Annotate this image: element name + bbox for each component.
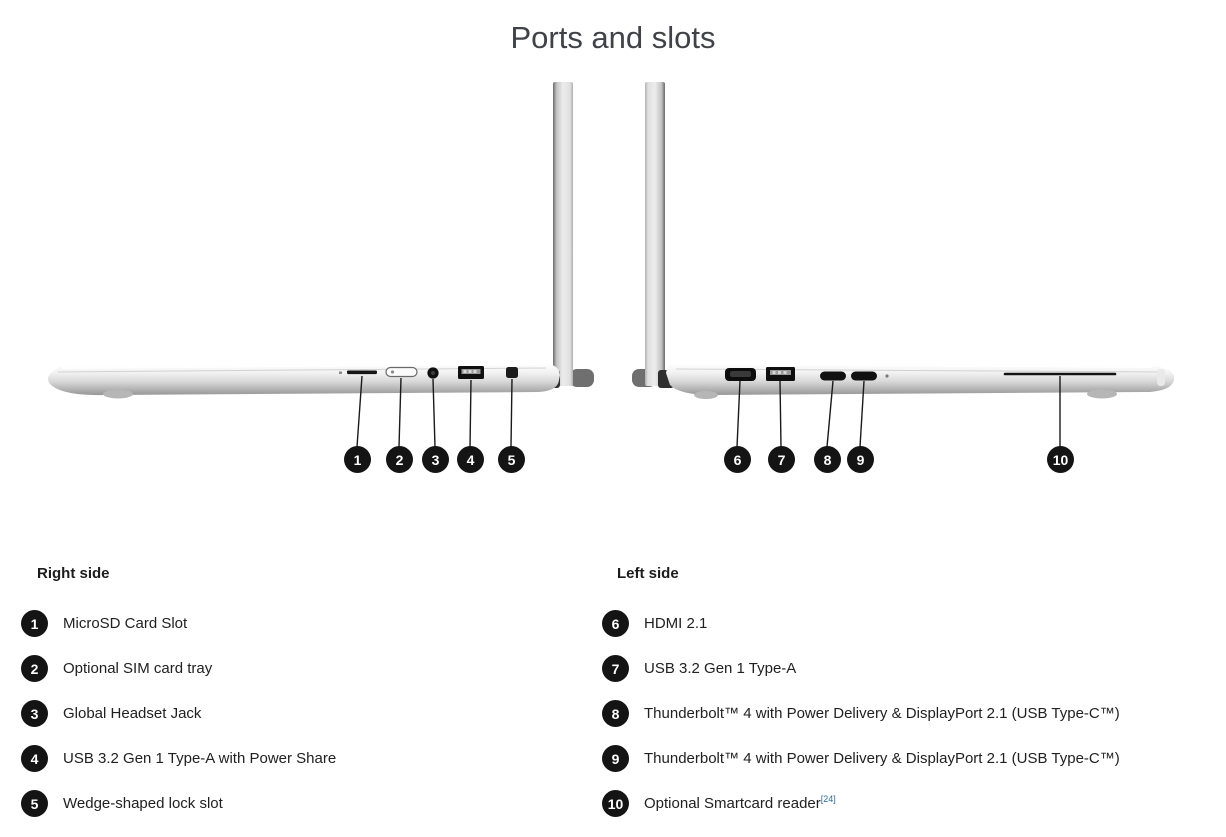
- legend-left-side: [602, 565, 1212, 835]
- ports-illustration: [0, 70, 1226, 490]
- callout-badge-5: 5: [498, 446, 525, 473]
- usb-c-port-2: [851, 372, 877, 381]
- legend-badge-2: 2: [21, 655, 48, 682]
- microsd-marker: [339, 372, 342, 375]
- usb-c-port-1: [820, 372, 846, 381]
- legend-item-microsd: [21, 610, 581, 637]
- legend-item-usb-a: [602, 655, 1212, 682]
- legend-item-thunderbolt-2: [602, 745, 1212, 772]
- legend-item-usb-a-powershare: [21, 745, 581, 772]
- legend-label-8: Thunderbolt™ 4 with Power Delivery & DisplayPort 2.1 (USB Type-C™): [644, 705, 1120, 722]
- legend-label-2: Optional SIM card tray: [63, 660, 213, 677]
- legend-label-1: MicroSD Card Slot: [63, 615, 188, 632]
- status-led: [885, 374, 888, 377]
- legend-rows-left-side: [602, 610, 1212, 817]
- legend-label-6: HDMI 2.1: [644, 615, 708, 632]
- rubber-foot: [1087, 390, 1117, 399]
- legend-badge-9: 9: [602, 745, 629, 772]
- microsd-slot-port: [347, 371, 377, 375]
- legend-label-9: Thunderbolt™ 4 with Power Delivery & DisplayPort 2.1 (USB Type-C™): [644, 750, 1120, 767]
- footnote-link-24[interactable]: [24]: [820, 794, 836, 804]
- legend-item-smartcard: [602, 790, 1212, 817]
- callout-badge-3: 3: [422, 446, 449, 473]
- sim-tray-port: [386, 368, 417, 377]
- legend-item-headset-jack: [21, 700, 581, 727]
- hinge-barrel: [570, 369, 594, 387]
- legend-item-thunderbolt-1: [602, 700, 1212, 727]
- legend-right-side: [21, 565, 581, 835]
- lock-slot-port: [506, 367, 518, 378]
- tip-highlight: [1157, 369, 1165, 386]
- legend-rows-right-side: [21, 610, 581, 817]
- legend-badge-5: 5: [21, 790, 48, 817]
- legend-header-right-side: Right side: [37, 565, 110, 582]
- callout-badge-1: 1: [344, 446, 371, 473]
- smartcard-label-text: Optional Smartcard reader: [644, 795, 821, 812]
- legend-header-left-side: Left side: [617, 565, 679, 582]
- legend-item-hdmi: [602, 610, 1212, 637]
- laptop-lid: [553, 82, 573, 386]
- callout-badge-2: 2: [386, 446, 413, 473]
- left-laptop-side-view: [632, 82, 1174, 447]
- headset-jack-inner: [431, 371, 435, 375]
- legend-label-3: Global Headset Jack: [63, 705, 202, 722]
- callout-badge-10: 10: [1047, 446, 1074, 473]
- sim-tray-pinhole: [391, 370, 394, 373]
- legend-label-10: [644, 795, 836, 812]
- legend-badge-3: 3: [21, 700, 48, 727]
- hdmi-inner: [730, 371, 751, 377]
- rubber-foot: [103, 390, 133, 399]
- legend-label-4: USB 3.2 Gen 1 Type-A with Power Share: [63, 750, 337, 767]
- legend-badge-6: 6: [602, 610, 629, 637]
- legend-badge-1: 1: [21, 610, 48, 637]
- legend-badge-7: 7: [602, 655, 629, 682]
- callout-badge-7: 7: [768, 446, 795, 473]
- legend-label-7: USB 3.2 Gen 1 Type-A: [644, 660, 797, 677]
- callout-badge-4: 4: [457, 446, 484, 473]
- usb-a-port-right: [458, 366, 484, 379]
- legend-badge-8: 8: [602, 700, 629, 727]
- legend-badge-10: 10: [602, 790, 629, 817]
- callout-badge-8: 8: [814, 446, 841, 473]
- legend-item-sim-tray: [21, 655, 581, 682]
- rubber-foot: [694, 391, 718, 399]
- right-laptop-side-view: [48, 82, 594, 447]
- page-title: Ports and slots: [510, 20, 716, 55]
- usb-a-port-left: [766, 367, 795, 381]
- callout-badge-6: 6: [724, 446, 751, 473]
- laptop-lid: [645, 82, 665, 386]
- legend-badge-4: 4: [21, 745, 48, 772]
- legend-label-5: Wedge-shaped lock slot: [63, 795, 223, 812]
- callout-badge-9: 9: [847, 446, 874, 473]
- legend-item-lock-slot: [21, 790, 581, 817]
